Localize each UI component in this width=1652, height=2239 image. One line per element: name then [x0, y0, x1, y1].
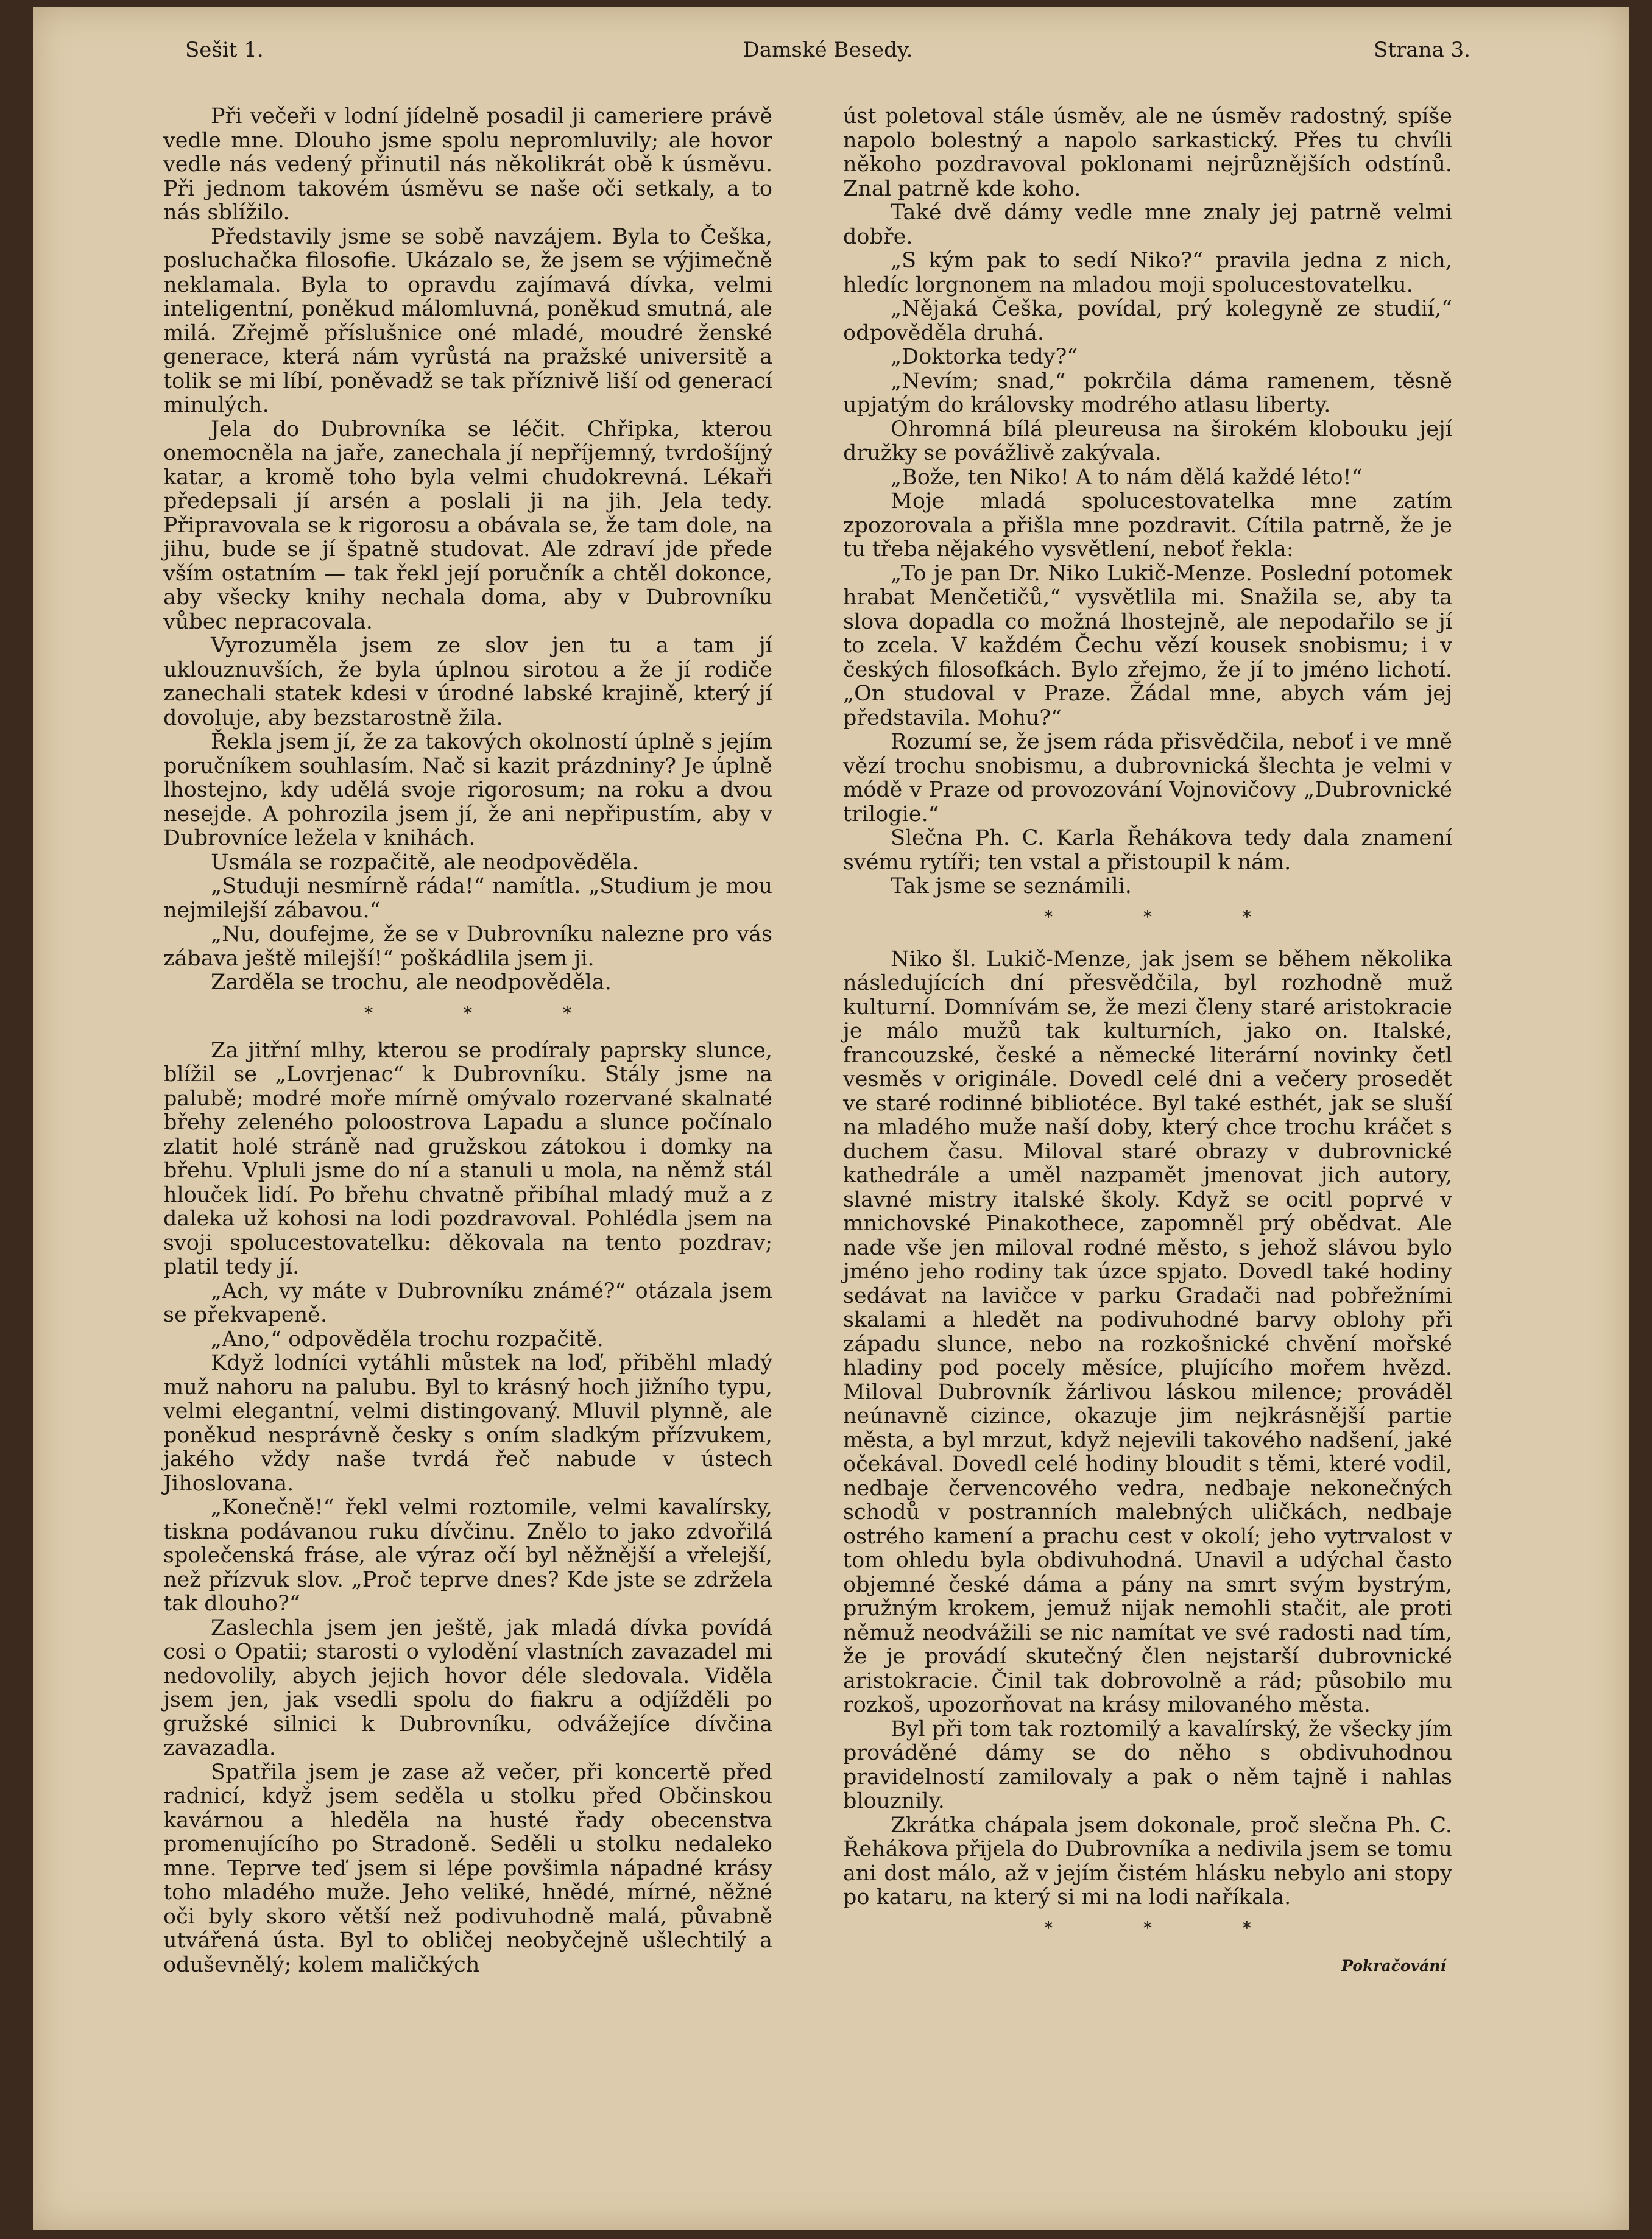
page-header	[185, 38, 1470, 74]
section-separator: * * *	[1044, 906, 1294, 927]
paragraph: „Nu, doufejme, že se v Dubrovníku nalezne pro vás zábava ještě milejší!“ poškádlila jsem ji.	[163, 922, 772, 971]
paragraph: „S kým pak to sedí Niko?“ pravila jedna z nich, hledíc lorgnonem na mladou moji spolucestovatelku.	[843, 249, 1452, 297]
paragraph: Zkrátka chápala jsem dokonale, proč slečna Ph. C. Řehákova přijela do Dubrovníka a nedivila jsem se tomu ani dost málo, až v jejím čistém hlásku nebylo ani stopy po kataru, na který si mi na lodi naříkala.	[843, 1813, 1452, 1909]
paragraph: „Nevím; snad,“ pokrčila dáma ramenem, těsně upjatým do královsky modrého atlasu liberty.	[843, 368, 1452, 417]
paragraph: Při večeři v lodní jídelně posadil ji cameriere právě vedle mne. Dlouho jsme spolu nepromluvily; ale hovor vedle nás vedený přinutil nás několikrát obě k úsměvu. Při jednom takovém úsměvu se naše oči setkaly, a to nás sblížilo.	[163, 104, 772, 225]
paragraph: „Bože, ten Niko! A to nám dělá každé léto!“	[891, 465, 1363, 490]
paragraph: Usmála se rozpačitě, ale neodpověděla.	[211, 850, 639, 875]
paragraph: Moje mladá spolucestovatelka mne zatím zpozorovala a přišla mne pozdravit. Cítila patrně, že je tu třeba nějakého vysvětlení, neboť řekla:	[843, 489, 1452, 562]
paragraph: „Ach, vy máte v Dubrovníku známé?“ otázala jsem se překvapeně.	[163, 1278, 772, 1327]
page-number: Strana 3.	[1374, 38, 1470, 62]
continued-label: Pokračování	[1341, 1956, 1446, 1975]
magazine-title: Damské Besedy.	[743, 38, 913, 62]
paragraph: „Nějaká Češka, povídal, prý kolegyně ze studií,“ odpověděla druhá.	[843, 297, 1452, 345]
section-separator: * * *	[1044, 1917, 1294, 1938]
paragraph: Tak jsme se seznámili.	[891, 874, 1132, 898]
paragraph: Také dvě dámy vedle mne znaly jej patrně velmi dobře.	[843, 200, 1452, 249]
paragraph: „Konečně!“ řekl velmi roztomile, velmi kavalírsky, tiskna podávanou ruku dívčinu. Znělo to jako zdvořilá společenská fráse, ale výraz očí byl něžnější a vřelejší, než přízvuk slov. „Proč teprve dnes? Kde jste se zdržela tak dlouho?“	[163, 1495, 772, 1616]
paragraph: Spatřila jsem je zase až večer, při koncertě před radnicí, když jsem seděla u stolku před Občinskou kavárnou a hleděla na husté řady obecenstva promenujícího po Stradoně. Seděli u stolku nedaleko mne. Teprve teď jsem si lépe povšimla nápadné krásy toho mladého muže. Jeho veliké, hnědé, mírné, něžné oči byly skoro větší než podivuhodně malá, půvabně utvářená ústa. Byl to obličej neobyčejně ušlechtilý a oduševnělý; kolem maličkých	[163, 1760, 772, 1977]
paragraph: Slečna Ph. C. Karla Řehákova tedy dala znamení svému rytíři; ten vstal a přistoupil k nám.	[843, 826, 1452, 875]
paragraph: Zarděla se trochu, ale neodpověděla.	[211, 970, 612, 995]
paragraph: Když lodníci vytáhli můstek na loď, přiběhl mladý muž nahoru na palubu. Byl to krásný hoch jižního typu, velmi elegantní, velmi distingovaný. Mluvil plynně, ale poněkud nesprávně česky s oním sladkým přízvukem, jakého vždy naše tvrdá řeč nabude v ústech Jihoslovana.	[163, 1351, 772, 1496]
paragraph: Rozumí se, že jsem ráda přisvědčila, neboť i ve mně vězí trochu snobismu, a dubrovnická šlechta je velmi v módě v Praze od provozování Vojnovičovy „Dubrovnické trilogie.“	[843, 730, 1452, 827]
paragraph: Vyrozuměla jsem ze slov jen tu a tam jí uklouznuvších, že byla úplnou sirotou a že jí rodiče zanechali statek kdesi v úrodné labské krajině, který jí dovoluje, aby bezstarostně žila.	[163, 633, 772, 730]
paragraph: „To je pan Dr. Niko Lukič-Menze. Poslední potomek hrabat Menčetičů,“ vysvětlila mi. Snažila se, aby ta slova dopadla co možná lhostejně, ale nepodařilo se jí to zcela. V každém Čechu vězí kousek snobismu; i v českých filosofkách. Bylo zřejmo, že jí to jméno lichotí. „On studoval v Praze. Žádal mne, abych vám jej představila. Mohu?“	[843, 561, 1452, 730]
newspaper-page	[33, 7, 1629, 2230]
paragraph: „Studuji nesmírně ráda!“ namítla. „Studium je mou nejmilejší zábavou.“	[163, 874, 772, 923]
right-column	[843, 105, 1452, 1978]
paragraph: Řekla jsem jí, že za takových okolností úplně s jejím poručníkem souhlasím. Nač si kazit prázdniny? Je úplně lhostejno, kdy udělá svoje rigorosum; na roku a dvou nesejde. A pohrozila jsem jí, že ani nepřipustím, aby v Dubrovníce ležela v knihách.	[163, 730, 772, 850]
paragraph: „Ano,“ odpověděla trochu rozpačitě.	[211, 1327, 604, 1352]
issue-number: Sešit 1.	[185, 38, 264, 62]
paragraph: Za jitřní mlhy, kterou se prodíraly paprsky slunce, blížil se „Lovrjenac“ k Dubrovníku. Stály jsme na palubě; modré moře mírně omývalo rozervané skalnaté břehy zeleného poloostrova Lapadu a slunce počínalo zlatit holé stráně nad gružskou zátokou i domky na břehu. Vpluli jsme do ní a stanuli u mola, na němž stál hlouček lidí. Po břehu chvatně přibíhal mladý muž a z daleka už kohosi na lodi pozdravoval. Pohlédla jsem na svoji spolucestovatelku: děkovala na tento pozdrav; platil tedy jí.	[163, 1038, 772, 1279]
paragraph: úst poletoval stále úsměv, ale ne úsměv radostný, spíše napolo bolestný a napolo sarkastický. Přes tu chvíli někoho pozdravoval poklonami nejrůznějších odstínů. Znal patrně kde koho.	[843, 104, 1452, 201]
paragraph: Byl při tom tak roztomilý a kavalírský, že všecky jím prováděné dámy se do něho s obdivuhodnou pravidelností zamilovaly a pak o něm tajně i nahlas blouznily.	[843, 1716, 1452, 1813]
paragraph: Ohromná bílá pleureusa na širokém klobouku její družky se povážlivě zakývala.	[843, 417, 1452, 465]
paragraph: Niko šl. Lukič-Menze, jak jsem se během několika následujících dní přesvědčila, byl rozhodně muž kulturní. Domnívám se, že mezi členy staré aristokracie je málo mužů tak kulturních, jako on. Italské, francouzské, české a německé literární novinky četl vesměs v originále. Dovedl celé dni a večery prosedět ve staré rodinné bibliotéce. Byl také esthét, jak se sluší na mladého muže naší doby, který chce trochu kráčet s duchem času. Miloval staré obrazy v dubrovnické kathedrále a uměl nazpamět jmenovat jich autory, slavné mistry italské školy. Když se ocitl poprvé v mnichovské Pinakothece, zapomněl prý obědvat. Ale nade vše jen miloval rodné město, s jehož slávou bylo jméno jeho rodiny tak úzce spjato. Dovedl také hodiny sedávat na lavičce v parku Gradači nad pobřežními skalami a hledět na podivuhodné barvy oblohy při západu slunce, nebo na rozkošnické chvění mořské hladiny pod pocely měsíce, plujícího mořem hvězd. Miloval Dubrovník žárlivou láskou milence; prováděl neúnavně cizince, okazuje jim nejkrásnější partie města, a byl mrzut, když nejevili takového nadšení, jaké očekával. Dovedl celé hodiny bloudit s těmi, které vodil, nedbaje červencového vedra, nedbaje nekonečných schodů v postranních malebných uličkách, nedbaje ostrého kamení a prachu cest v okolí; jeho vytrvalost v tom ohledu byla obdivuhodná. Unavil a udýchal často objemné české dáma a pány na smrt svým bystrým, pružným krokem, jemuž nijak nemohli stačit, ale proti němuž neodvážili se nic namítat ve své radosti nad tím, že je provádí skutečný člen nejstarší dubrovnické aristokracie. Činil tak dobrovolně a rád; působilo mu rozkoš, upozorňovat na krásy milovaného města.	[843, 947, 1452, 1717]
paragraph: Zaslechla jsem jen ještě, jak mladá dívka povídá cosi o Opatii; starosti o vylodění vlastních zavazadel mi nedovolily, abych jejich hovor déle sledovala. Viděla jsem jen, jak vsedli spolu do fiakru a odjížděli po gružské silnici k Dubrovníku, odvážejíce dívčina zavazadla.	[163, 1615, 772, 1760]
paragraph: Jela do Dubrovníka se léčit. Chřipka, kterou onemocněla na jaře, zanechala jí nepříjemný, tvrdošíjný katar, a kromě toho byla velmi chudokrevná. Lékaři předepsali jí arsén a poslali ji na jih. Jela tedy. Připravovala se k rigorosu a obávala se, že tam dole, na jihu, bude se jí špatně studovat. Ale zdraví jde přede vším ostatním — tak řekl její poručník a chtěl dokonce, aby všecky knihy nechala doma, aby v Dubrovníku vůbec nepracovala.	[163, 417, 772, 634]
paragraph: „Doktorka tedy?“	[891, 345, 1078, 369]
paragraph: Představily jsme se sobě navzájem. Byla to Češka, posluchačka filosofie. Ukázalo se, že jsem se výjimečně neklamala. Byla to opravdu zajímavá dívka, velmi inteligentní, poněkud málomluvná, poněkud smutná, ale milá. Zřejmě příslušnice oné mladé, moudré ženské generace, která nám vyrůstá na pražské universitě a tolik se mi líbí, poněvadž se tak příznivě liší od generací minulých.	[163, 224, 772, 417]
section-separator: * * *	[364, 1003, 614, 1023]
left-column	[163, 105, 772, 1977]
